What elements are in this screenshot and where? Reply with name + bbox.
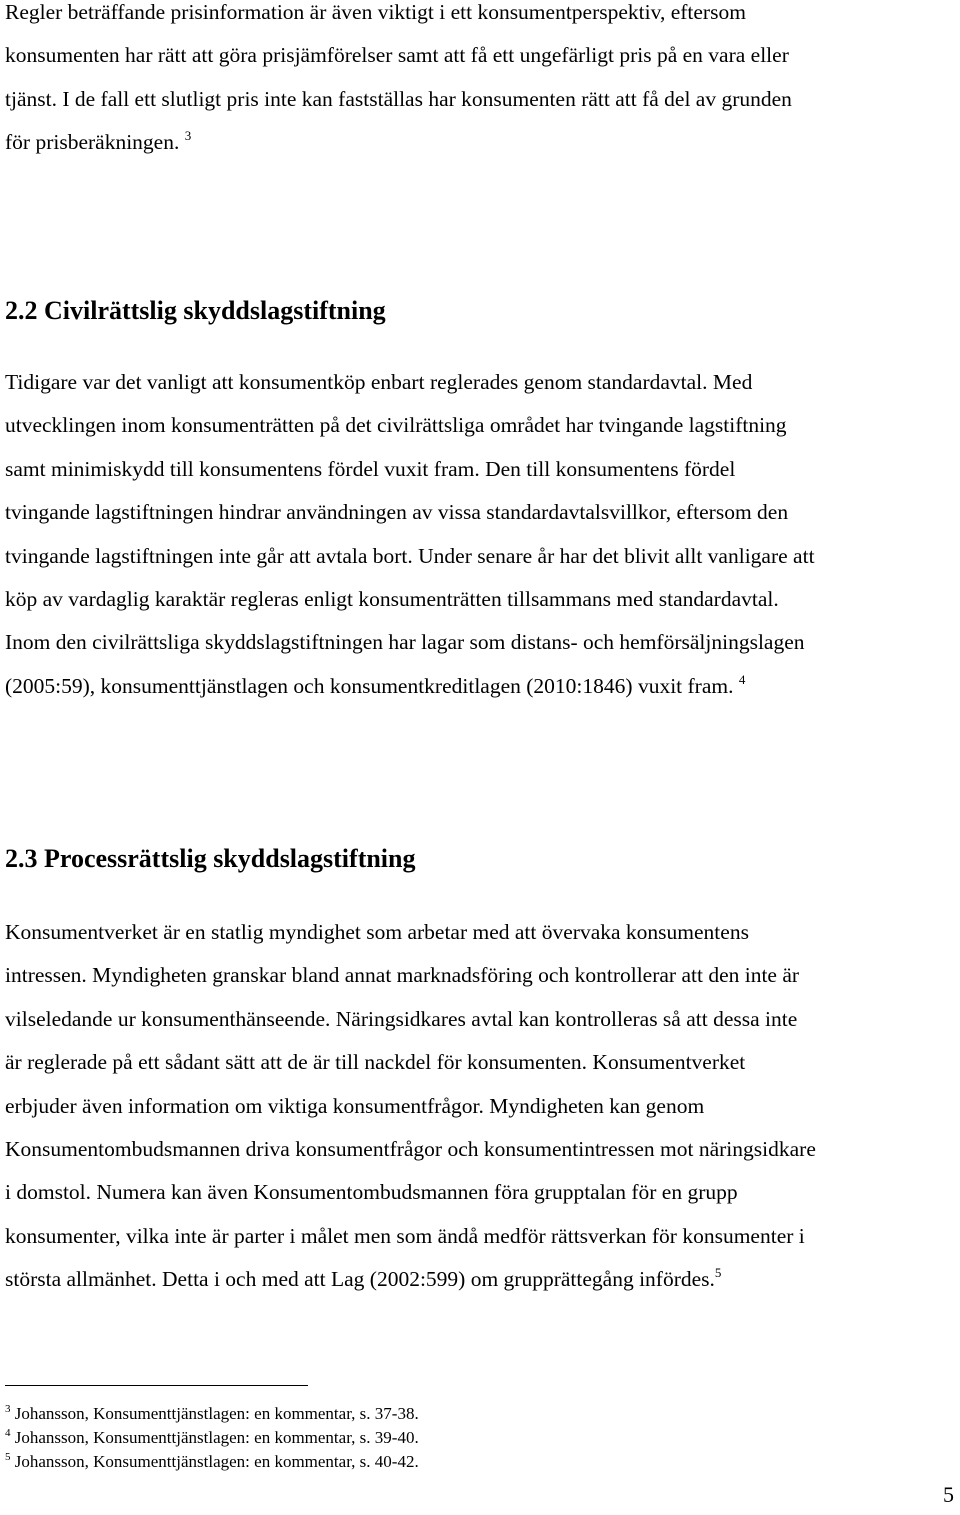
text-line: utvecklingen inom konsumenträtten på det civilrättsliga området har tvingande lagstiftning (5, 413, 787, 438)
text-line: vilseledande ur konsumenthänseende. Näringsidkares avtal kan kontrolleras så att dessa inte (5, 1006, 798, 1031)
footnote-text: Johansson, Konsumenttjänstlagen: en kommentar, s. 37-38. (14, 1404, 419, 1423)
text-line-content: (2005:59), konsumenttjänstlagen och konsumentkreditlagen (2010:1846) vuxit fram. (5, 673, 734, 698)
text-line: konsumenten har rätt att göra prisjämförelser samt att få ett ungefärligt pris på en vara eller (5, 43, 789, 68)
footnote-text: Johansson, Konsumenttjänstlagen: en kommentar, s. 40-42. (14, 1452, 419, 1471)
footnote-number: 4 (5, 1427, 11, 1439)
intro-paragraph (5, 0, 960, 165)
text-line: intressen. Myndigheten granskar bland annat marknadsföring och kontrollerar att den inte är (5, 963, 800, 988)
footnote-number: 5 (5, 1451, 11, 1463)
footnote-ref-4[interactable]: 4 (738, 671, 746, 687)
text-line: Inom den civilrättsliga skyddslagstiftningen har lagar som distans- och hemförsäljningslagen (5, 630, 805, 655)
text-line: erbjuder även information om viktiga konsumentfrågor. Myndigheten kan genom (5, 1093, 705, 1118)
text-line: Regler beträffande prisinformation är även viktigt i ett konsumentperspektiv, eftersom (5, 0, 746, 24)
footnotes (5, 1402, 419, 1474)
text-line: köp av vardaglig karaktär regleras enligt konsumenträtten tillsammans med standardavtal. (5, 587, 779, 612)
text-line: tjänst. I de fall ett slutligt pris inte kan fastställas har konsumenten rätt att få del av grunden (5, 86, 792, 111)
text-line: konsumenter, vilka inte är parter i målet men som ändå medför rättsverkan för konsumenter i (5, 1223, 805, 1248)
text-line: i domstol. Numera kan även Konsumentombudsmannen föra grupptalan för en grupp (5, 1180, 738, 1205)
text-line: Konsumentverket är en statlig myndighet som arbetar med att övervaka konsumentens (5, 920, 749, 944)
text-line: tvingande lagstiftningen hindrar användningen av vissa standardavtalsvillkor, eftersom den (5, 500, 789, 525)
section-heading-2-2: 2.2 Civilrättslig skyddslagstiftning (5, 296, 386, 325)
footnote-divider (5, 1385, 308, 1386)
footnote-text: Johansson, Konsumenttjänstlagen: en kommentar, s. 39-40. (14, 1428, 419, 1447)
text-line (5, 121, 960, 164)
text-line-content: största allmänhet. Detta i och med att Lag (2002:599) om grupprättegång infördes. (5, 1267, 715, 1292)
text-line: Konsumentombudsmannen driva konsumentfrågor och konsumentintressen mot näringsidkare (5, 1137, 816, 1162)
footnote-number: 3 (5, 1403, 11, 1415)
footnote-4 (5, 1426, 419, 1450)
text-line: Tidigare var det vanligt att konsumentköp enbart reglerades genom standardavtal. Med (5, 370, 753, 394)
text-line: samt minimiskydd till konsumentens fördel vuxit fram. Den till konsumentens fördel (5, 456, 736, 481)
section-heading-2-3: 2.3 Processrättslig skyddslagstiftning (5, 844, 416, 873)
section-2-2-paragraph (5, 361, 960, 708)
footnote-5 (5, 1450, 419, 1474)
footnote-ref-3[interactable]: 3 (184, 128, 192, 144)
footnote-3 (5, 1402, 419, 1426)
text-line-content: för prisberäkningen. (5, 130, 180, 155)
text-line (5, 665, 960, 708)
text-line: är reglerade på ett sådant sätt att de är till nackdel för konsumenten. Konsumentverket (5, 1050, 746, 1075)
text-line: tvingande lagstiftningen inte går att avtala bort. Under senare år har det blivit allt vanligare att (5, 543, 815, 568)
text-line (5, 1258, 960, 1301)
footnote-ref-5[interactable]: 5 (714, 1265, 722, 1281)
section-2-3-paragraph (5, 911, 960, 1302)
page-number: 5 (943, 1482, 954, 1507)
